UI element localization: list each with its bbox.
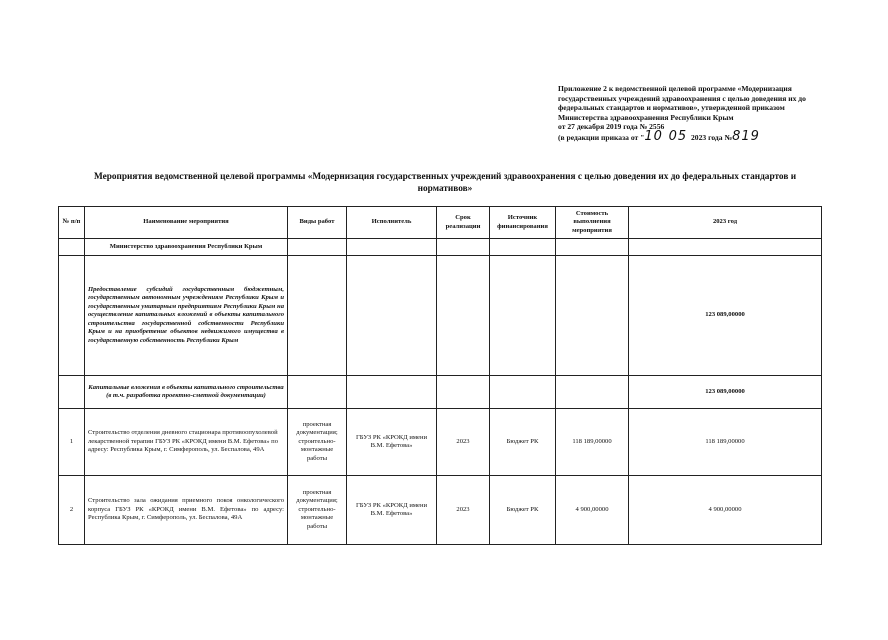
- ministry-row: [59, 239, 822, 256]
- document-title: Мероприятия ведомственной целевой программы «Модернизация государственных учреждений здравоохранения с целью доведения их до федеральных стандартов и нормативов»: [93, 172, 797, 194]
- row-executor: ГБУЗ РК «КРОКД имени В.М. Ефетова»: [347, 409, 437, 476]
- empty-cell: [59, 376, 85, 409]
- header-year: 2023 год: [629, 207, 822, 239]
- annex-line-3: федеральных стандартов и нормативов», утвержденной приказом: [558, 103, 785, 113]
- empty-cell: [347, 239, 437, 256]
- empty-cell: [490, 239, 556, 256]
- table-row: [59, 476, 822, 545]
- empty-cell: [490, 256, 556, 376]
- capital-row: [59, 376, 822, 409]
- empty-cell: [347, 256, 437, 376]
- revision-month: 05: [668, 128, 688, 144]
- header-works: Виды работ: [288, 207, 347, 239]
- header-period: Срок реализации: [437, 207, 490, 239]
- subsidy-text: Предоставление субсидий государственным бюджетным, государственным автономным учреждениям Республики Крым и государственным унитарным предприятиям Республики Крым на осуществление капитальных вложений в объекты капитального строительства государственной собственности Республики Крым и на приобретение объектов недвижимого имущества в государственную собственность Республики Крым: [85, 256, 288, 376]
- revision-day: 10: [644, 128, 663, 144]
- row-source: Бюджет РК: [490, 409, 556, 476]
- empty-cell: [556, 376, 629, 409]
- capital-amount: 123 089,00000: [629, 376, 822, 409]
- empty-cell: [629, 239, 822, 256]
- empty-cell: [556, 256, 629, 376]
- capital-text: Капитальные вложения в объекты капитального строительства (в т.ч. разработка проектно-сметной документации): [85, 376, 288, 409]
- annex-line-1: Приложение 2 к ведомственной целевой программе «Модернизация: [558, 84, 792, 93]
- annex-line-5: от 27 декабря 2019 года № 2556: [558, 122, 665, 132]
- table-header-row: [59, 207, 822, 239]
- annex-line-2: государственных учреждений здравоохранения с целью доведения их до: [558, 93, 806, 103]
- row-executor: ГБУЗ РК «КРОКД имени В.М. Ефетова»: [347, 476, 437, 545]
- measures-table: [58, 206, 822, 545]
- header-name: Наименование мероприятия: [85, 207, 288, 239]
- row-year: 118 189,00000: [629, 409, 822, 476]
- revision-number: 819: [732, 128, 760, 144]
- annex-revision-line: [558, 128, 858, 144]
- header-source: Источник финансирования: [490, 207, 556, 239]
- row-cost: 4 900,00000: [556, 476, 629, 545]
- revision-prefix: (в редакции приказа от ": [558, 132, 645, 142]
- row-works: проектная документация; строительно-монтажные работы: [288, 409, 347, 476]
- empty-cell: [490, 376, 556, 409]
- header-cost: Стоимость выполнения мероприятия: [556, 207, 629, 239]
- empty-cell: [556, 239, 629, 256]
- row-name: Строительство отделения дневного стационара противоопухолевой лекарственной терапии ГБУЗ РК «КРОКД имени В.М. Ефетова» по адресу: Республика Крым, г. Симферополь, ул. Беспалова, 49А: [85, 409, 288, 476]
- annex-header: [558, 84, 858, 143]
- subsidy-row: [59, 256, 822, 376]
- empty-cell: [437, 256, 490, 376]
- row-period: 2023: [437, 476, 490, 545]
- empty-cell: [288, 256, 347, 376]
- row-num: 1: [59, 409, 85, 476]
- revision-year: 2023 года №: [690, 132, 733, 142]
- empty-cell: [437, 239, 490, 256]
- ministry-name: Министерство здравоохранения Республики Крым: [85, 239, 288, 256]
- empty-cell: [347, 376, 437, 409]
- row-source: Бюджет РК: [490, 476, 556, 545]
- row-cost: 118 189,00000: [556, 409, 629, 476]
- empty-cell: [288, 376, 347, 409]
- row-name: Строительство зала ожидания приемного покоя онкологического корпуса ГБУЗ РК «КРОКД имени В.М. Ефетова» по адресу: Республика Крым, г. Симферополь, ул. Беспалова, 49А: [85, 476, 288, 545]
- row-period: 2023: [437, 409, 490, 476]
- empty-cell: [288, 239, 347, 256]
- ministry-empty-cell: [59, 239, 85, 256]
- row-num: 2: [59, 476, 85, 545]
- empty-cell: [59, 256, 85, 376]
- row-works: проектная документация; строительно-монтажные работы: [288, 476, 347, 545]
- header-num: № п/п: [59, 207, 85, 239]
- table-row: [59, 409, 822, 476]
- header-executor: Исполнитель: [347, 207, 437, 239]
- subsidy-amount: 123 089,00000: [629, 256, 822, 376]
- empty-cell: [437, 376, 490, 409]
- row-year: 4 900,00000: [629, 476, 822, 545]
- annex-line-4: Министерства здравоохранения Республики Крым: [558, 112, 734, 122]
